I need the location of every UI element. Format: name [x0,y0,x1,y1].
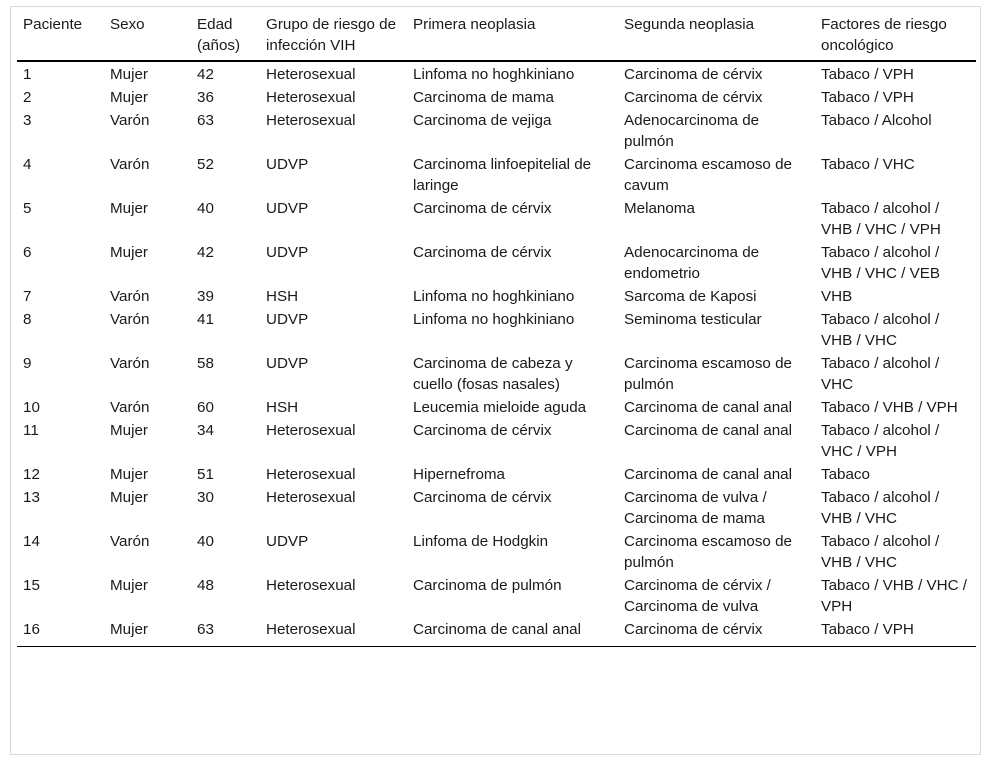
table-row [17,618,976,647]
cell-segunda-neoplasia: Adenocarcinoma de endometrio [624,244,760,282]
table-row [17,574,976,618]
table-row [17,241,976,285]
table-row [17,419,976,463]
header-primera-neoplasia: Primera neoplasia [407,14,618,61]
table-row [17,486,976,530]
cell-sexo: Varón [110,399,150,416]
cell-segunda-neoplasia: Carcinoma escamoso de pulmón [624,533,792,571]
cell-edad: 40 [197,200,214,217]
cell-segunda-neoplasia: Carcinoma de vulva / Carcinoma de mama [624,489,767,527]
cell-segunda-neoplasia: Carcinoma escamoso de cavum [624,156,792,194]
cell-factores-riesgo: Tabaco / alcohol / VHC / VPH [821,422,940,460]
cell-edad: 60 [197,399,214,416]
header-sexo: Sexo [104,14,191,61]
cell-factores-riesgo: Tabaco / alcohol / VHB / VHC [821,311,940,349]
cell-factores-riesgo: Tabaco / VPH [815,618,976,647]
cell-paciente: 4 [23,156,32,173]
cell-primera-neoplasia: Carcinoma de cérvix [413,244,552,261]
cell-segunda-neoplasia: Carcinoma de canal anal [624,399,793,416]
cell-edad: 39 [197,288,214,305]
cell-factores-riesgo: Tabaco / alcohol / VHC [821,355,940,393]
cell-edad: 41 [197,311,214,328]
cell-sexo: Mujer [110,466,148,483]
cell-factores-riesgo: Tabaco / alcohol / VHB / VHC / VPH [821,200,941,238]
cell-primera-neoplasia: Hipernefroma [413,466,506,483]
cell-sexo: Mujer [110,577,148,594]
cell-factores-riesgo: Tabaco / Alcohol [821,112,932,129]
cell-grupo-riesgo: Heterosexual [266,66,356,83]
cell-edad: 52 [197,156,214,173]
header-segunda-neoplasia: Segunda neoplasia [618,14,815,61]
cell-edad: 42 [197,244,214,261]
cell-primera-neoplasia: Carcinoma linfoepitelial de laringe [413,156,592,194]
table-header-row [17,14,976,61]
cell-factores-riesgo: Tabaco / alcohol / VHB / VHC [821,489,940,527]
cell-factores-riesgo: Tabaco / VPH [821,89,914,106]
cell-sexo: Mujer [110,489,148,506]
table-row [17,86,976,109]
cell-sexo: Mujer [110,200,148,217]
cell-grupo-riesgo: Heterosexual [266,89,356,106]
cell-paciente: 9 [23,355,32,372]
cell-grupo-riesgo: Heterosexual [266,422,356,439]
cell-segunda-neoplasia: Seminoma testicular [624,311,762,328]
cell-segunda-neoplasia: Carcinoma de cérvix [618,618,815,647]
cell-sexo: Mujer [110,244,148,261]
cell-edad: 34 [197,422,214,439]
cell-paciente: 7 [23,288,32,305]
cell-grupo-riesgo: HSH [266,399,299,416]
header-grupo-riesgo: Grupo de riesgo de infección VIH [260,14,407,61]
cell-grupo-riesgo: Heterosexual [266,112,356,129]
table-row [17,396,976,419]
cell-grupo-riesgo: UDVP [266,355,309,372]
table-row [17,197,976,241]
cell-factores-riesgo: Tabaco / VHB / VHC / VPH [821,577,968,615]
cell-grupo-riesgo: HSH [266,288,299,305]
cell-sexo: Varón [110,156,150,173]
cell-grupo-riesgo: UDVP [266,200,309,217]
cell-edad: 42 [197,66,214,83]
cell-grupo-riesgo: UDVP [266,311,309,328]
cell-primera-neoplasia: Linfoma de Hodgkin [413,533,549,550]
cell-factores-riesgo: Tabaco / VHB / VPH [821,399,958,416]
cell-factores-riesgo: Tabaco / VPH [821,66,914,83]
cell-primera-neoplasia: Linfoma no hoghkiniano [413,288,575,305]
cell-edad: 58 [197,355,214,372]
cell-factores-riesgo: Tabaco / VHC [821,156,915,173]
cell-paciente: 16 [17,618,104,647]
cell-sexo: Varón [110,311,150,328]
cell-grupo-riesgo: UDVP [266,156,309,173]
cell-sexo: Varón [110,355,150,372]
cell-sexo: Varón [110,112,150,129]
table-row [17,61,976,86]
cell-edad: 51 [197,466,214,483]
cell-factores-riesgo: Tabaco [821,466,870,483]
cell-segunda-neoplasia: Melanoma [624,200,695,217]
cell-primera-neoplasia: Carcinoma de vejiga [413,112,552,129]
cell-primera-neoplasia: Carcinoma de pulmón [413,577,562,594]
cell-edad: 48 [197,577,214,594]
cell-sexo: Mujer [110,66,148,83]
cell-edad: 36 [197,89,214,106]
cell-primera-neoplasia: Carcinoma de cérvix [413,489,552,506]
cell-paciente: 6 [23,244,32,261]
cell-grupo-riesgo: Heterosexual [266,466,356,483]
table-container [10,6,981,755]
patients-table [17,14,976,647]
cell-segunda-neoplasia: Carcinoma de cérvix / Carcinoma de vulva [624,577,771,615]
cell-primera-neoplasia: Carcinoma de cabeza y cuello (fosas nasales) [413,355,573,393]
cell-sexo: Mujer [104,618,191,647]
cell-paciente: 2 [23,89,32,106]
cell-edad: 40 [197,533,214,550]
cell-primera-neoplasia: Carcinoma de cérvix [413,200,552,217]
cell-factores-riesgo: Tabaco / alcohol / VHB / VHC / VEB [821,244,941,282]
cell-paciente: 8 [23,311,32,328]
table-row [17,352,976,396]
header-paciente: Paciente [17,14,104,61]
table-body [17,61,976,647]
cell-primera-neoplasia: Carcinoma de canal anal [407,618,618,647]
cell-paciente: 1 [23,66,32,83]
table-row [17,463,976,486]
cell-grupo-riesgo: Heterosexual [266,577,356,594]
cell-primera-neoplasia: Linfoma no hoghkiniano [413,66,575,83]
cell-segunda-neoplasia: Carcinoma escamoso de pulmón [624,355,792,393]
cell-segunda-neoplasia: Sarcoma de Kaposi [624,288,757,305]
cell-sexo: Varón [110,288,150,305]
header-factores-riesgo: Factores de riesgo oncológico [815,14,976,61]
cell-paciente: 15 [23,577,40,594]
cell-factores-riesgo: Tabaco / alcohol / VHB / VHC [821,533,940,571]
cell-grupo-riesgo: UDVP [266,533,309,550]
cell-primera-neoplasia: Carcinoma de cérvix [413,422,552,439]
cell-sexo: Mujer [110,422,148,439]
cell-paciente: 5 [23,200,32,217]
cell-paciente: 13 [23,489,40,506]
cell-edad: 63 [191,618,260,647]
cell-grupo-riesgo: Heterosexual [260,618,407,647]
cell-segunda-neoplasia: Carcinoma de cérvix [624,89,763,106]
header-edad: Edad (años) [191,14,260,61]
cell-paciente: 12 [23,466,40,483]
cell-sexo: Varón [110,533,150,550]
cell-segunda-neoplasia: Carcinoma de canal anal [624,422,793,439]
table-row [17,285,976,308]
cell-grupo-riesgo: Heterosexual [266,489,356,506]
cell-primera-neoplasia: Leucemia mieloide aguda [413,399,587,416]
table-row [17,308,976,352]
cell-edad: 30 [197,489,214,506]
cell-primera-neoplasia: Carcinoma de mama [413,89,554,106]
cell-paciente: 11 [23,422,39,439]
cell-factores-riesgo: VHB [821,288,853,305]
cell-segunda-neoplasia: Carcinoma de canal anal [624,466,793,483]
cell-sexo: Mujer [110,89,148,106]
cell-paciente: 14 [23,533,40,550]
cell-segunda-neoplasia: Carcinoma de cérvix [624,66,763,83]
cell-paciente: 3 [23,112,32,129]
table-row [17,530,976,574]
cell-paciente: 10 [23,399,40,416]
cell-primera-neoplasia: Linfoma no hoghkiniano [413,311,575,328]
cell-segunda-neoplasia: Adenocarcinoma de pulmón [624,112,760,150]
table-row [17,109,976,153]
cell-edad: 63 [197,112,214,129]
table-row [17,153,976,197]
cell-grupo-riesgo: UDVP [266,244,309,261]
